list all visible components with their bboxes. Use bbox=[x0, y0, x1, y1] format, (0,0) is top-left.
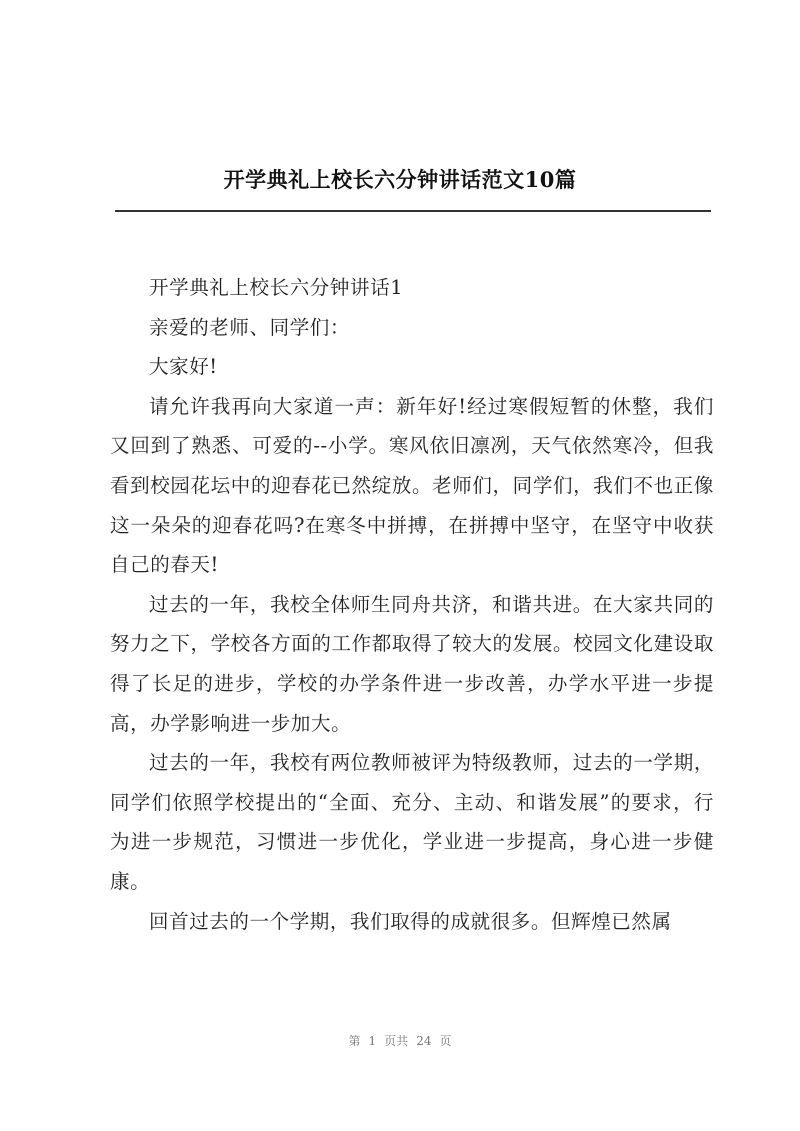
section-heading: 开学典礼上校长六分钟讲话1 bbox=[149, 276, 404, 299]
greeting: 大家好! bbox=[149, 355, 218, 379]
body-paragraph: 回首过去的一个学期，我们取得的成就很多。但辉煌已然属 bbox=[149, 909, 672, 933]
document-body bbox=[110, 268, 714, 941]
footer-middle: 页共 bbox=[384, 1034, 409, 1048]
footer-suffix: 页 bbox=[439, 1034, 452, 1048]
title-divider bbox=[115, 210, 711, 212]
footer-prefix: 第 bbox=[348, 1034, 361, 1048]
document-title: 开学典礼上校长六分钟讲话范文10篇 bbox=[223, 167, 577, 192]
footer-total-pages: 24 bbox=[416, 1034, 432, 1048]
footer-current-page: 1 bbox=[368, 1034, 377, 1048]
body-paragraph: 过去的一年，我校有两位教师被评为特级教师，过去的一学期，同学们依照学校提出的“全面、充分、主动、和谐发展”的要求，行为进一步规范，习惯进一步优化，学业进一步提高，身心进一步健康。 bbox=[110, 751, 714, 893]
page-footer bbox=[0, 1032, 800, 1049]
salutation: 亲爱的老师、同学们： bbox=[149, 315, 351, 339]
body-paragraph: 过去的一年，我校全体师生同舟共济，和谐共进。在大家共同的努力之下，学校各方面的工作都取得了较大的发展。校园文化建设取得了长足的进步，学校的办学条件进一步改善，办学水平进一步提高，办学影响进一步加大。 bbox=[110, 592, 714, 735]
body-paragraph: 请允许我再向大家道一声：新年好!经过寒假短暂的休整，我们又回到了熟悉、可爱的--小学。寒风依旧凛冽，天气依然寒冷，但我看到校园花坛中的迎春花已然绽放。老师们，同学们，我们不也正像这一朵朵的迎春花吗?在寒冬中拼搏，在拼搏中坚守，在坚守中收获自己的春天! bbox=[110, 394, 714, 577]
